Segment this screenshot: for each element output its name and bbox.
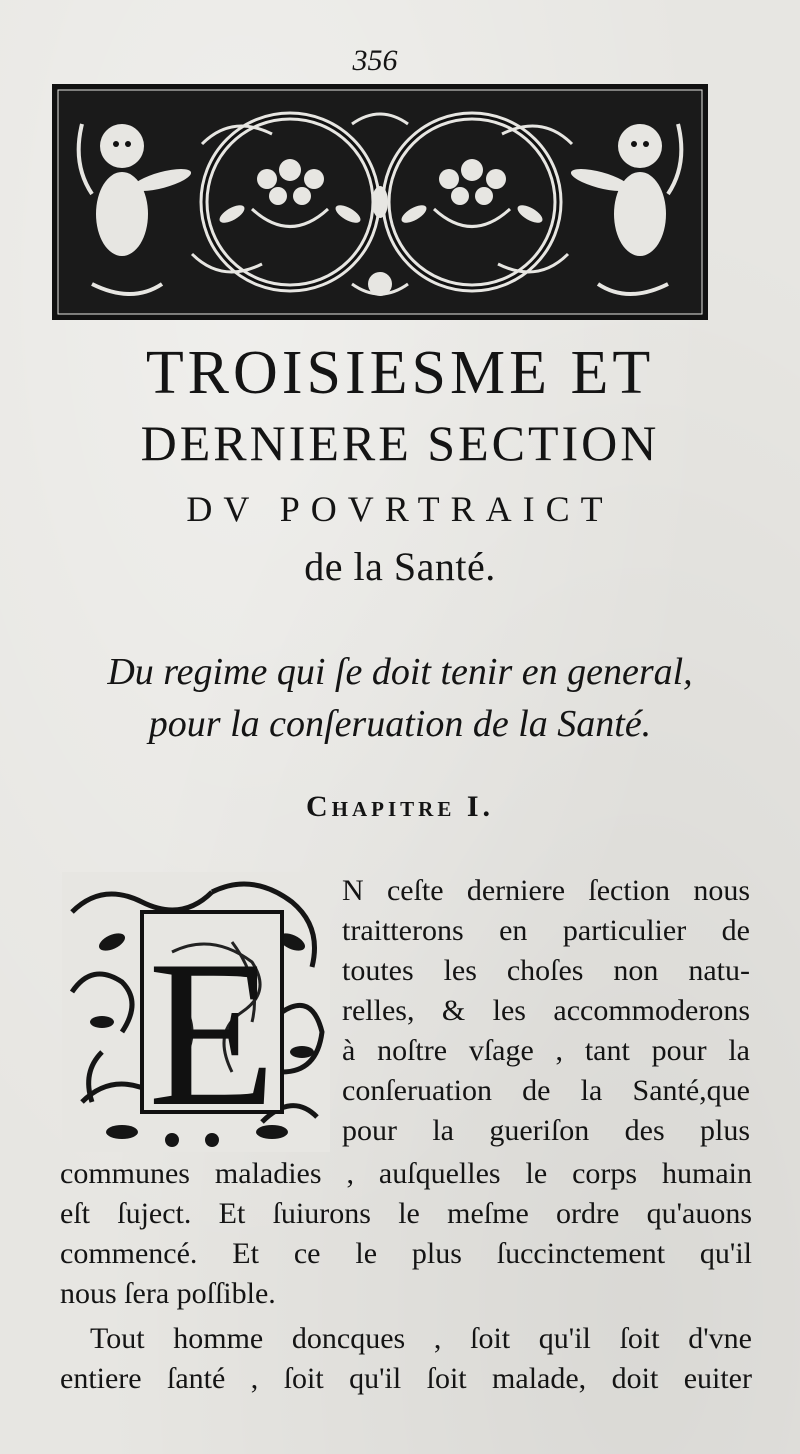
body-line-2: traitterons en particulier de [342, 914, 750, 947]
body-line-5: à noſtre vſage , tant pour la [342, 1034, 750, 1067]
body-line-9: eſt ſuject. Et ſuiurons le meſme ordre qu'auons [60, 1197, 752, 1230]
chapter-heading: Chapitre I. [305, 790, 495, 823]
body-line-3: toutes les choſes non natu- [342, 954, 750, 987]
body-line-1: N ceſte derniere ſection nous [342, 874, 750, 907]
body-line-12: Tout homme doncques , ſoit qu'il ſoit d'vne [90, 1322, 752, 1355]
section-title-line-4: de la Santé. [304, 544, 496, 589]
body-line-7: pour la gueriſon des plus [342, 1114, 750, 1147]
decorated-initial [62, 872, 330, 1152]
body-line-6: conſeruation de la Santé,que [342, 1074, 750, 1107]
body-line-4: relles, & les accommoderons [342, 994, 750, 1027]
body-line-13: entiere ſanté , ſoit qu'il ſoit malade, doit euiter [60, 1362, 752, 1395]
body-line-10: commencé. Et ce le plus ſuccinctement qu'il [60, 1237, 752, 1270]
page-number: 356 [352, 44, 398, 77]
section-title-line-2: DERNIERE SECTION [140, 415, 660, 471]
section-title-line-1: TROISIESME ET [145, 339, 655, 407]
drop-cap-letter: E [147, 918, 277, 1150]
section-title-line-3: DV POVRTRAICT [186, 489, 614, 529]
subtitle-line-2: pour la conſeruation de la Santé. [148, 703, 652, 745]
subtitle-line-1: Du regime qui ſe doit tenir en general, [107, 651, 693, 693]
body-line-11: nous ſera poſſible. [60, 1277, 276, 1310]
ornamental-headpiece [52, 84, 708, 320]
body-line-8: communes maladies , auſquelles le corps humain [60, 1157, 752, 1190]
